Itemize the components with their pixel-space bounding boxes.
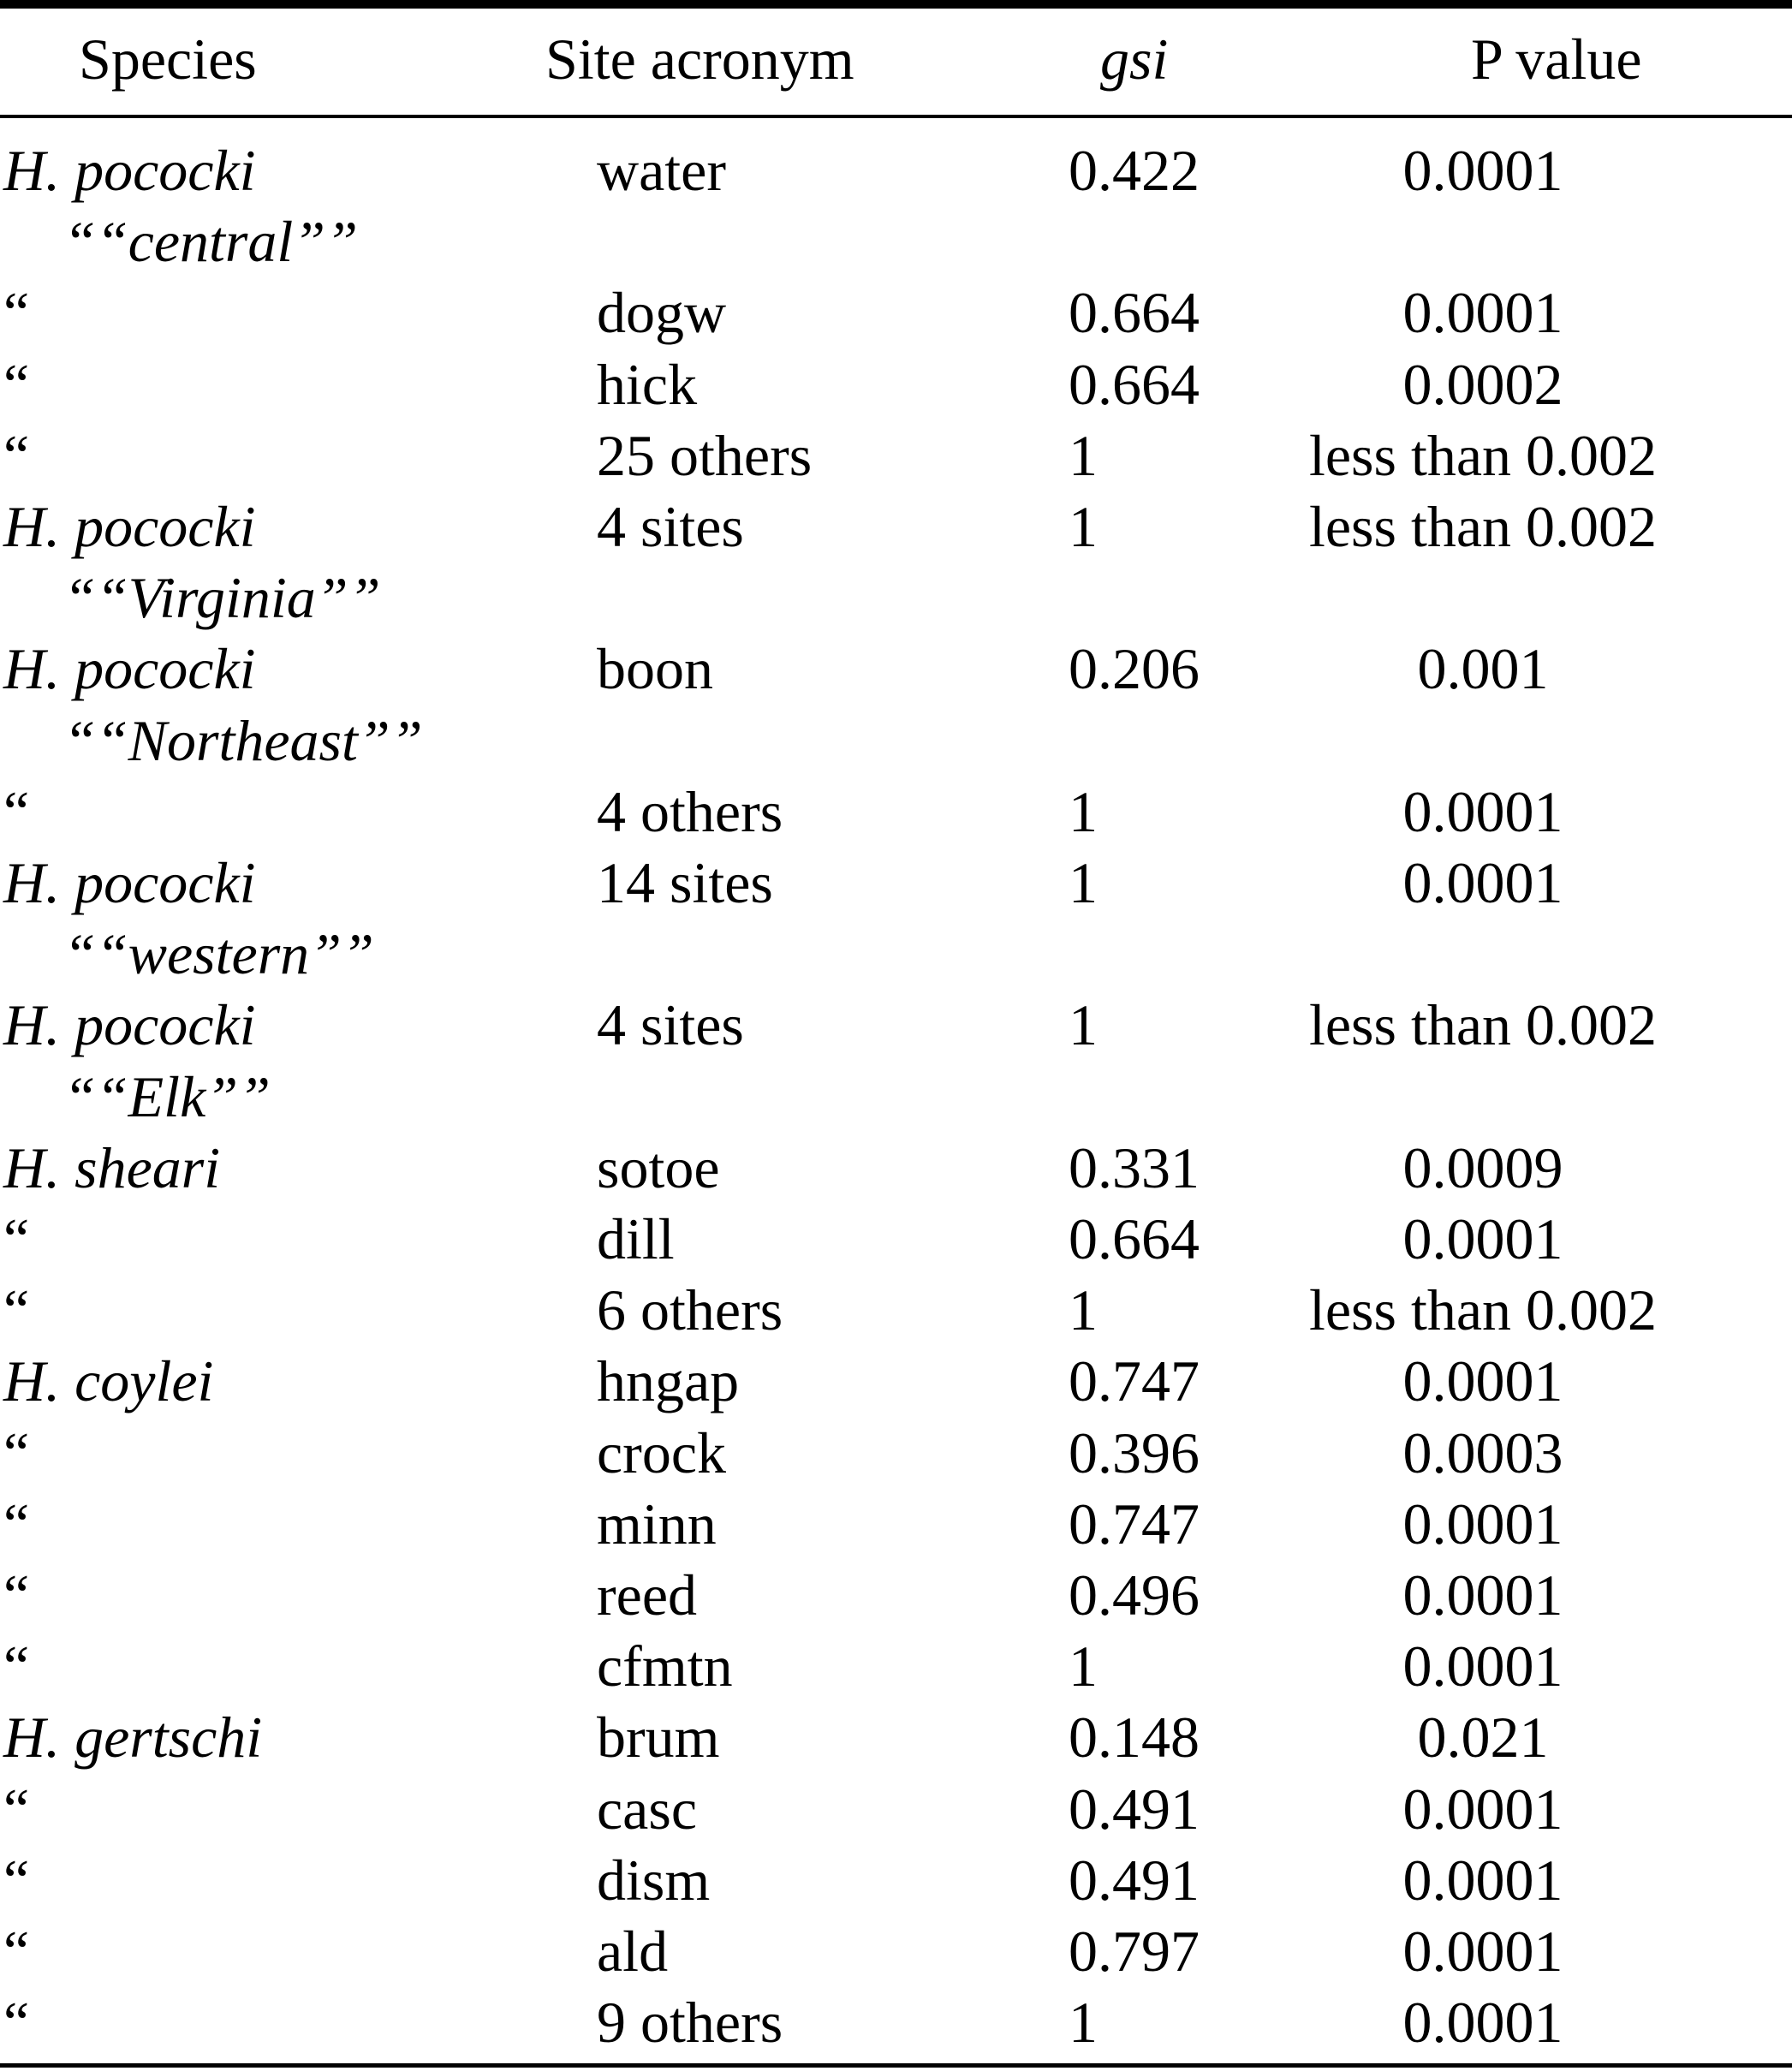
p-value-cell: 0.0001 [1402,850,1563,915]
site-cell: dogw [597,280,727,346]
gsi-cell: 0.331 [1069,1134,1200,1200]
gsi-cell: 0.664 [1069,280,1200,346]
gsi-cell: 0.206 [1069,636,1200,702]
species-cell: “ [3,1776,30,1842]
gsi-cell: 0.747 [1069,1491,1200,1556]
gsi-cell: 0.491 [1069,1776,1200,1842]
p-value-cell: less than 0.002 [1308,1277,1658,1343]
species-subgroup-cell: ““Northeast”” [63,707,423,773]
p-value-cell: less than 0.002 [1308,494,1658,559]
p-value-cell: 0.0001 [1402,1634,1563,1699]
gsi-cell: 0.491 [1069,1847,1200,1913]
p-value-cell: 0.0001 [1402,138,1563,203]
site-cell: 4 sites [597,494,744,559]
species-cell: H. pococki [3,636,256,702]
p-value-cell: 0.0001 [1402,1919,1563,1984]
site-cell: dill [597,1206,675,1271]
p-value-cell: 0.0003 [1402,1419,1563,1485]
gsi-cell: 1 [1069,494,1098,559]
p-value-cell: 0.0001 [1402,1206,1563,1271]
top-rule [0,0,1792,9]
header-gsi: gsi [1100,27,1169,92]
site-cell: 6 others [597,1277,783,1343]
p-value-cell: 0.0001 [1402,1491,1563,1556]
gsi-cell: 0.664 [1069,351,1200,417]
species-subgroup-cell: ““central”” [63,209,358,275]
p-value-cell: 0.0001 [1402,1990,1563,2056]
p-value-cell: 0.0001 [1402,778,1563,844]
gsi-cell: 0.664 [1069,1206,1200,1271]
site-cell: 4 others [597,778,783,844]
site-cell: water [597,138,727,203]
species-cell: “ [3,1206,30,1271]
species-cell: H. pococki [3,850,256,915]
p-value-cell: 0.021 [1417,1705,1549,1770]
site-cell: hick [597,351,698,417]
header-site-acronym: Site acronym [545,27,854,92]
gsi-cell: 0.797 [1069,1919,1200,1984]
species-cell: “ [3,351,30,417]
header-species: Species [79,27,257,92]
gsi-cell: 1 [1069,1990,1098,2056]
species-subgroup-cell: ““Elk”” [63,1063,271,1129]
p-value-cell: 0.0001 [1402,1348,1563,1414]
species-subgroup-cell: ““western”” [63,921,374,987]
p-value-cell: less than 0.002 [1308,992,1658,1058]
gsi-cell: 0.422 [1069,138,1200,203]
p-value-cell: 0.001 [1417,636,1549,702]
site-cell: 4 sites [597,992,744,1058]
species-cell: H. pococki [3,494,256,559]
species-cell: “ [3,1491,30,1556]
p-value-cell: 0.0001 [1402,1562,1563,1628]
site-cell: casc [597,1776,698,1842]
species-cell: H. gertschi [3,1705,263,1770]
p-value-cell: 0.0001 [1402,280,1563,346]
site-cell: boon [597,636,713,702]
header-rule [0,115,1792,118]
species-cell: H. sheari [3,1134,221,1200]
gsi-cell: 1 [1069,992,1098,1058]
gsi-cell: 1 [1069,1277,1098,1343]
p-value-cell: less than 0.002 [1308,422,1658,488]
site-cell: 14 sites [597,850,773,915]
gsi-cell: 0.396 [1069,1419,1200,1485]
site-cell: reed [597,1562,698,1628]
species-cell: H. pococki [3,138,256,203]
species-cell: “ [3,280,30,346]
site-cell: cfmtn [597,1634,733,1699]
species-cell: “ [3,422,30,488]
header-p-value: P value [1471,27,1642,92]
bottom-rule [0,2063,1792,2068]
species-cell: “ [3,1277,30,1343]
site-cell: hngap [597,1348,740,1414]
site-cell: dism [597,1847,711,1913]
species-cell: “ [3,1919,30,1984]
species-cell: “ [3,1847,30,1913]
gsi-cell: 0.148 [1069,1705,1200,1770]
site-cell: sotoe [597,1134,720,1200]
site-cell: 25 others [597,422,813,488]
p-value-cell: 0.0001 [1402,1847,1563,1913]
site-cell: crock [597,1419,727,1485]
gsi-cell: 0.496 [1069,1562,1200,1628]
species-cell: “ [3,1562,30,1628]
species-cell: “ [3,778,30,844]
site-cell: minn [597,1491,717,1556]
species-cell: “ [3,1419,30,1485]
gsi-cell: 0.747 [1069,1348,1200,1414]
gsi-cell: 1 [1069,422,1098,488]
site-cell: brum [597,1705,720,1770]
gsi-cell: 1 [1069,778,1098,844]
species-cell: H. pococki [3,992,256,1058]
species-subgroup-cell: ““Virginia”” [63,565,381,631]
p-value-cell: 0.0002 [1402,351,1563,417]
species-cell: “ [3,1990,30,2056]
site-cell: ald [597,1919,669,1984]
site-cell: 9 others [597,1990,783,2056]
p-value-cell: 0.0001 [1402,1776,1563,1842]
gsi-cell: 1 [1069,1634,1098,1699]
species-cell: H. coylei [3,1348,214,1414]
species-cell: “ [3,1634,30,1699]
gsi-cell: 1 [1069,850,1098,915]
p-value-cell: 0.0009 [1402,1134,1563,1200]
